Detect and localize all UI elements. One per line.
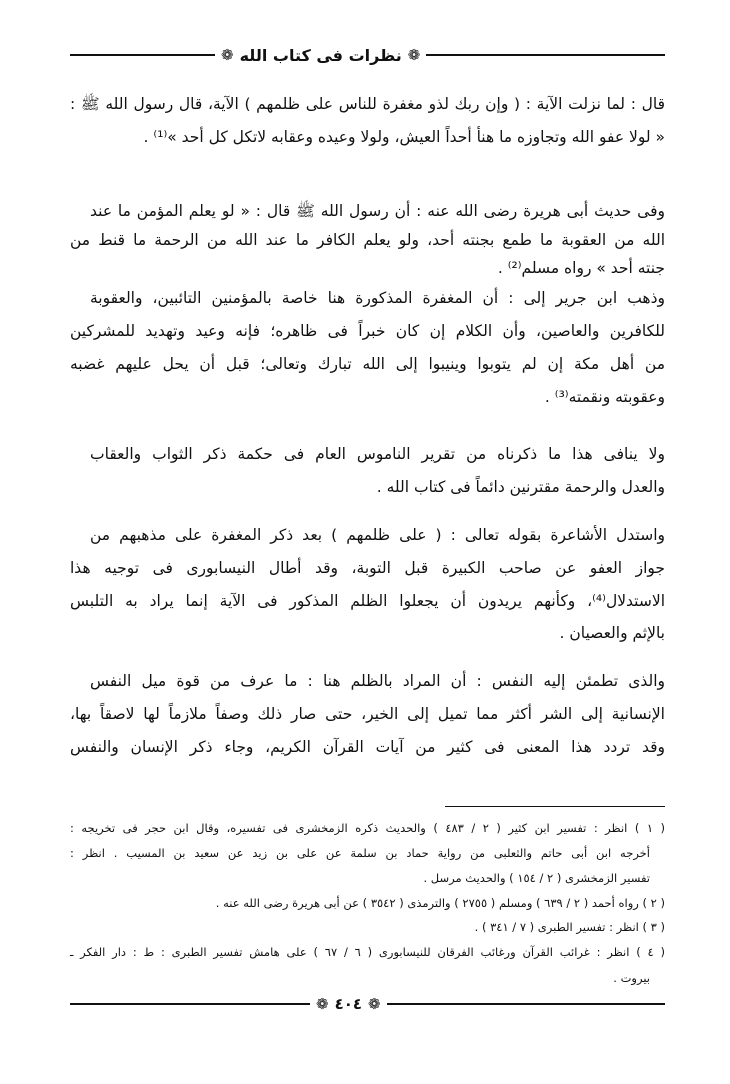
flower-ornament-icon: ❁: [407, 46, 421, 64]
footnote-line: ( ٣ ) انظر : تفسير الطبرى ( ٧ / ٣٤١ ) .: [474, 920, 665, 934]
text-line: وذهب ابن جرير إلى : أن المغفرة المذكورة هنا خاصة بالمؤمنين التائبين، والعقوبة: [90, 289, 665, 307]
text-line: وعقوبته ونقمته⁽³⁾ .: [544, 388, 665, 406]
page-number: ٤٠٤: [334, 995, 363, 1013]
book-title: نظرات فى كتاب الله: [239, 45, 402, 65]
footnote-line: بيروت .: [613, 971, 650, 985]
flower-ornament-icon: ❁: [316, 995, 329, 1013]
text-line: جواز العفو عن صاحب الكبيرة قبل التوبة، وقد أطال النيسابورى فى توجيه هذا: [70, 559, 665, 577]
text-line: بالإثم والعصيان .: [559, 624, 665, 642]
text-line: والعدل والرحمة مقترنين دائماً فى كتاب الله .: [376, 478, 665, 496]
footer-rule: [70, 1003, 310, 1005]
footnote-line: ( ٤ ) انظر : غرائب القرآن ورغائب الفرقان للنيسابورى ( ٦ / ٦٧ ) على هامش تفسير الطبرى : ط : دار الفكر ـ: [70, 945, 666, 959]
text-line: للكافرين والعاصين، وأن الكلام إن كان خبراً فى ظاهره؛ فإنه وعيد وتهديد للمشركين: [70, 322, 665, 340]
text-line: الاستدلال⁽⁴⁾، وكأنهم يريدون أن يجعلوا الظلم المذكور فى الآية إنما يراد به التلبس: [70, 592, 665, 610]
footnote-line: أخرجه ابن أبى حاتم والثعلبى من رواية حماد بن سلمة عن على بن زيد عن سعيد بن المسيب . انظر :: [70, 846, 650, 860]
text-line: الإنسانية إلى الشر أكثر مما تميل إلى الخير، حتى صار ذلك وصفاً ملازماً لها لاصقاً بها،: [70, 705, 665, 723]
text-line: قال : لما نزلت الآية : ( وإن ربك لذو مغفرة للناس على ظلمهم ) الآية، قال رسول الله ﷺ :: [70, 95, 665, 113]
header-rule: [426, 54, 665, 56]
text-line: من أهل مكة إن لم يتوبوا وينيبوا إلى الله تبارك وتعالى؛ قبل أن يحل عليهم غضبه: [70, 355, 665, 373]
footnote-separator: [445, 806, 665, 807]
footer-rule: [387, 1003, 665, 1005]
header-rule: [70, 54, 215, 56]
text-line: الله من العقوبة ما طمع بجنته أحد، ولو يعلم الكافر ما عند الله من الرحمة ما قنط من: [70, 231, 665, 249]
flower-ornament-icon: ❁: [221, 46, 234, 64]
footnote-line: تفسير الزمخشرى ( ٢ / ١٥٤ ) والحديث مرسل .: [423, 871, 650, 885]
text-line: ولا ينافى هذا ما ذكرناه من تقرير الناموس العام فى حكمة ذكر الثواب والعقاب: [90, 445, 665, 463]
text-line: « لولا عفو الله وتجاوزه ما هنأ أحداً العيش، ولولا وعيده وعقابه لاتكل كل أحد »⁽¹⁾ .: [143, 128, 665, 146]
text-line: وقد تردد هذا المعنى فى كثير من آيات القرآن الكريم، وجاء ذكر الإنسان والنفس: [70, 738, 665, 756]
running-header: [70, 42, 665, 68]
footnote-line: ( ١ ) انظر : تفسير ابن كثير ( ٢ / ٤٨٣ ) والحديث ذكره الزمخشرى فى تفسيره، وقال ابن حجر فى تخريجه :: [70, 821, 665, 835]
text-line: والذى تطمئن إليه النفس : أن المراد بالظلم هنا : ما عرف من قوة ميل النفس: [90, 672, 665, 690]
page-footer: [70, 992, 665, 1016]
footnote-line: ( ٢ ) رواه أحمد ( ٢ / ٦٣٩ ) ومسلم ( ٢٧٥٥ ) والترمذى ( ٣٥٤٢ ) عن أبى هريرة رضى الله عنه .: [215, 896, 665, 910]
text-line: وفى حديث أبى هريرة رضى الله عنه : أن رسول الله ﷺ قال : « لو يعلم المؤمن ما عند: [90, 202, 665, 220]
flower-ornament-icon: ❁: [368, 995, 381, 1013]
text-line: واستدل الأشاعرة بقوله تعالى : ( على ظلمهم ) بعد ذكر المغفرة على مذهبهم من: [90, 526, 665, 544]
text-line: جنته أحد » رواه مسلم⁽²⁾ .: [497, 259, 665, 277]
